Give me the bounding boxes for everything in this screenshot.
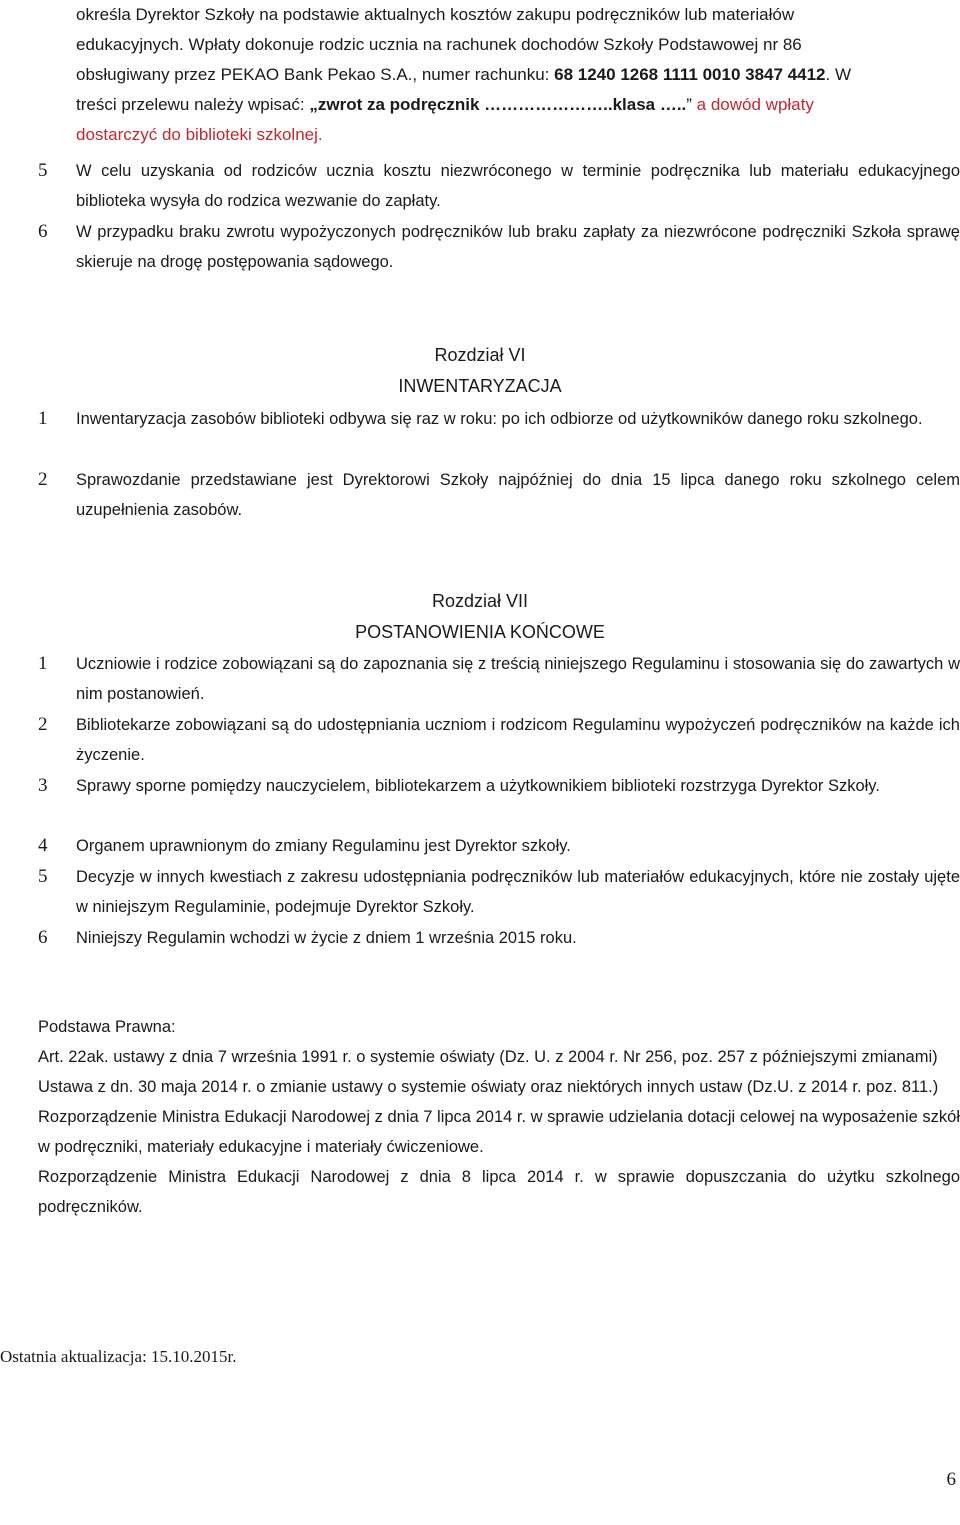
item-number: 6 (38, 221, 48, 242)
item-text: W celu uzyskania od rodziców ucznia kosztu niezwróconego w terminie podręcznika lub materiału edukacyjnego biblioteka wysyła do rodzica wezwanie do zapłaty. (76, 162, 960, 210)
item-number: 5 (38, 160, 48, 181)
red-note: a dowód wpłaty (696, 95, 814, 114)
list-item (38, 465, 960, 525)
item-number: 2 (38, 714, 48, 735)
text-span: . W (825, 65, 851, 84)
item-number: 6 (38, 927, 48, 948)
chapter-title: Rozdział VI (434, 345, 526, 365)
text-line: określa Dyrektor Szkoły na podstawie aktualnych kosztów zakupu podręczników lub materiałów (76, 5, 795, 24)
last-update: Ostatnia aktualizacja: 15.10.2015r. (0, 1347, 237, 1366)
text-span: ” (686, 95, 697, 114)
legal-entry: Ustawa z dn. 30 maja 2014 r. o zmianie ustawy o systemie oświaty oraz niektórych innych ustaw (Dz.U. z 2014 r. poz. 811.) (38, 1078, 939, 1096)
list-item (38, 831, 960, 861)
item-number: 4 (38, 835, 48, 856)
item-number: 1 (38, 653, 48, 674)
page-number: 6 (946, 1469, 956, 1490)
payment-paragraph (76, 0, 956, 150)
list-item (38, 771, 960, 801)
item-text: Niniejszy Regulamin wchodzi w życie z dniem 1 września 2015 roku. (76, 929, 577, 947)
list-item (38, 217, 960, 277)
text-line (76, 60, 956, 90)
item-number: 1 (38, 408, 48, 429)
list-item (38, 710, 960, 770)
text-line: edukacyjnych. Wpłaty dokonuje rodzic ucznia na rachunek dochodów Szkoły Podstawowej nr 86 (76, 35, 802, 54)
text-span: treści przelewu należy wpisać: (76, 95, 310, 114)
transfer-title: „zwrot za podręcznik …………………..klasa ….. (309, 95, 687, 114)
legal-basis (38, 1012, 960, 1222)
legal-entry: Rozporządzenie Ministra Edukacji Narodowej z dnia 7 lipca 2014 r. w sprawie udzielania dotacji celowej na wyposażenie szkół w podręczniki, materiały edukacyjne i materiały ćwiczeniowe. (38, 1108, 960, 1156)
list-item (38, 404, 960, 434)
item-text: Decyzje w innych kwestiach z zakresu udostępniania podręczników lub materiałów edukacyjnych, które nie zostały ujęte w niniejszym Regulaminie, podejmuje Dyrektor Szkoły. (76, 868, 960, 916)
item-number: 2 (38, 469, 48, 490)
chapter-subtitle: POSTANOWIENIA KOŃCOWE (355, 622, 605, 642)
legal-entry: Art. 22ak. ustawy z dnia 7 września 1991 r. o systemie oświaty (Dz. U. z 2004 r. Nr 256, poz. 257 z późniejszymi zmianami) (38, 1048, 938, 1066)
item-text: Uczniowie i rodzice zobowiązani są do zapoznania się z treścią niniejszego Regulaminu i stosowania się do zawartych w nim postanowień. (76, 655, 960, 703)
item-text: Bibliotekarze zobowiązani są do udostępniania uczniom i rodzicom Regulaminu wypożyczeń podręczników na każde ich życzenie. (76, 716, 960, 764)
item-text: Sprawozdanie przedstawiane jest Dyrektorowi Szkoły najpóźniej do dnia 15 lipca danego roku szkolnego celem uzupełnienia zasobów. (76, 471, 960, 519)
legal-basis-heading: Podstawa Prawna: (38, 1018, 176, 1036)
item-number: 3 (38, 775, 48, 796)
item-number: 5 (38, 866, 48, 887)
list-item (38, 862, 960, 922)
text-line (76, 90, 956, 120)
list-item (38, 649, 960, 709)
item-text: Sprawy sporne pomiędzy nauczycielem, bibliotekarzem a użytkownikiem biblioteki rozstrzyga Dyrektor Szkoły. (76, 777, 880, 795)
item-text: W przypadku braku zwrotu wypożyczonych podręczników lub braku zapłaty za niezwrócone podręczniki Szkoła sprawę skieruje na drogę postępowania sądowego. (76, 223, 960, 271)
list-item (38, 156, 960, 216)
chapter-title: Rozdział VII (431, 591, 529, 611)
item-text: Inwentaryzacja zasobów biblioteki odbywa się raz w roku: po ich odbiorze od użytkowników danego roku szkolnego. (76, 410, 923, 428)
list-item (38, 923, 960, 953)
chapter-subtitle: INWENTARYZACJA (398, 376, 562, 396)
legal-entry: Rozporządzenie Ministra Edukacji Narodowej z dnia 8 lipca 2014 r. w sprawie dopuszczania do użytku szkolnego podręczników. (38, 1168, 960, 1216)
text-span: obsługiwany przez PEKAO Bank Pekao S.A., numer rachunku: (76, 65, 555, 84)
item-text: Organem uprawnionym do zmiany Regulaminu jest Dyrektor szkoły. (76, 837, 571, 855)
account-number: 68 1240 1268 1111 0010 3847 4412 (554, 65, 826, 84)
red-note: dostarczyć do biblioteki szkolnej. (76, 125, 323, 144)
